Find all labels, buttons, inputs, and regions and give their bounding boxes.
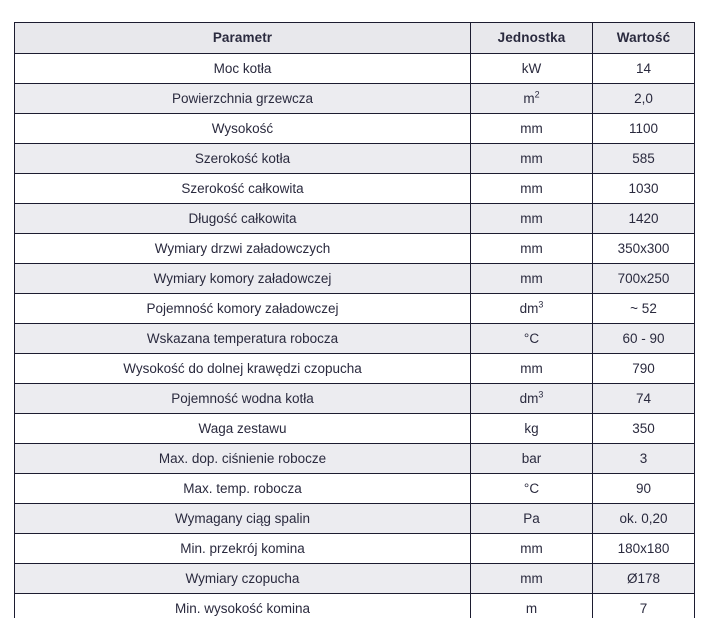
unit-base: mm (520, 361, 543, 376)
cell-parameter: Pojemność wodna kotła (15, 384, 471, 414)
cell-parameter: Wymagany ciąg spalin (15, 504, 471, 534)
unit-base: mm (520, 151, 543, 166)
cell-parameter: Wysokość do dolnej krawędzi czopucha (15, 354, 471, 384)
cell-value: ~ 52 (593, 294, 695, 324)
cell-value: 7 (593, 594, 695, 618)
cell-parameter: Wysokość (15, 114, 471, 144)
cell-unit (471, 324, 593, 354)
cell-value: 74 (593, 384, 695, 414)
table-row (15, 444, 695, 474)
unit-base: kg (524, 421, 539, 436)
cell-parameter: Moc kotła (15, 54, 471, 84)
boiler-specification-table (14, 22, 695, 618)
cell-parameter: Wymiary czopucha (15, 564, 471, 594)
cell-value: 1030 (593, 174, 695, 204)
column-header-unit: Jednostka (471, 23, 593, 54)
table-row (15, 474, 695, 504)
cell-parameter: Długość całkowita (15, 204, 471, 234)
cell-unit (471, 534, 593, 564)
cell-value: 1420 (593, 204, 695, 234)
cell-value: 60 - 90 (593, 324, 695, 354)
table-row (15, 264, 695, 294)
cell-unit (471, 594, 593, 618)
table-row (15, 84, 695, 114)
cell-unit (471, 204, 593, 234)
table-row (15, 564, 695, 594)
table-row (15, 414, 695, 444)
table-row (15, 204, 695, 234)
cell-unit (471, 414, 593, 444)
cell-parameter: Pojemność komory załadowczej (15, 294, 471, 324)
cell-unit (471, 54, 593, 84)
unit-base: kW (521, 61, 542, 76)
table-row (15, 174, 695, 204)
cell-unit (471, 144, 593, 174)
column-header-value: Wartość (593, 23, 695, 54)
unit-base: m (525, 601, 538, 616)
cell-value: 3 (593, 444, 695, 474)
cell-value: 14 (593, 54, 695, 84)
table-row (15, 384, 695, 414)
unit-base: mm (520, 241, 543, 256)
unit-exponent: 3 (538, 299, 544, 310)
table-body (15, 54, 695, 618)
cell-value: 350 (593, 414, 695, 444)
cell-parameter: Szerokość całkowita (15, 174, 471, 204)
unit-base: dm (519, 301, 539, 316)
cell-value: 180x180 (593, 534, 695, 564)
unit-exponent: 2 (534, 89, 540, 100)
cell-unit (471, 234, 593, 264)
table-row (15, 324, 695, 354)
unit-base: °C (523, 481, 540, 496)
table-row (15, 144, 695, 174)
cell-parameter: Wskazana temperatura robocza (15, 324, 471, 354)
cell-unit (471, 474, 593, 504)
cell-unit (471, 444, 593, 474)
table-row (15, 234, 695, 264)
unit-base: bar (521, 451, 542, 466)
unit-base: mm (520, 571, 543, 586)
cell-parameter: Powierzchnia grzewcza (15, 84, 471, 114)
column-header-parameter: Parametr (15, 23, 471, 54)
table-header-row (15, 23, 695, 54)
cell-unit (471, 84, 593, 114)
table-header (15, 23, 695, 54)
unit-base: mm (520, 211, 543, 226)
cell-parameter: Min. wysokość komina (15, 594, 471, 618)
cell-unit (471, 174, 593, 204)
table-row (15, 294, 695, 324)
cell-value: 2,0 (593, 84, 695, 114)
unit-base: m (523, 91, 535, 106)
cell-value: 1100 (593, 114, 695, 144)
unit-base: Pa (523, 511, 540, 526)
unit-base: mm (520, 121, 543, 136)
cell-unit (471, 504, 593, 534)
table-row (15, 54, 695, 84)
cell-parameter: Min. przekrój komina (15, 534, 471, 564)
cell-value: 790 (593, 354, 695, 384)
cell-value: Ø178 (593, 564, 695, 594)
cell-parameter: Szerokość kotła (15, 144, 471, 174)
cell-unit (471, 564, 593, 594)
unit-exponent: 3 (538, 389, 544, 400)
cell-value: 700x250 (593, 264, 695, 294)
table-row (15, 534, 695, 564)
table-row (15, 114, 695, 144)
cell-value: 350x300 (593, 234, 695, 264)
table-row (15, 504, 695, 534)
unit-base: mm (520, 181, 543, 196)
cell-value: 585 (593, 144, 695, 174)
table-row (15, 354, 695, 384)
cell-unit (471, 114, 593, 144)
unit-base: mm (520, 541, 543, 556)
unit-base: °C (523, 331, 540, 346)
cell-parameter: Max. temp. robocza (15, 474, 471, 504)
cell-unit (471, 384, 593, 414)
cell-parameter: Max. dop. ciśnienie robocze (15, 444, 471, 474)
unit-base: mm (520, 271, 543, 286)
unit-base: dm (519, 391, 539, 406)
cell-unit (471, 294, 593, 324)
cell-parameter: Wymiary komory załadowczej (15, 264, 471, 294)
cell-value: 90 (593, 474, 695, 504)
cell-value: ok. 0,20 (593, 504, 695, 534)
cell-unit (471, 264, 593, 294)
cell-parameter: Wymiary drzwi załadowczych (15, 234, 471, 264)
table-row (15, 594, 695, 618)
cell-parameter: Waga zestawu (15, 414, 471, 444)
cell-unit (471, 354, 593, 384)
